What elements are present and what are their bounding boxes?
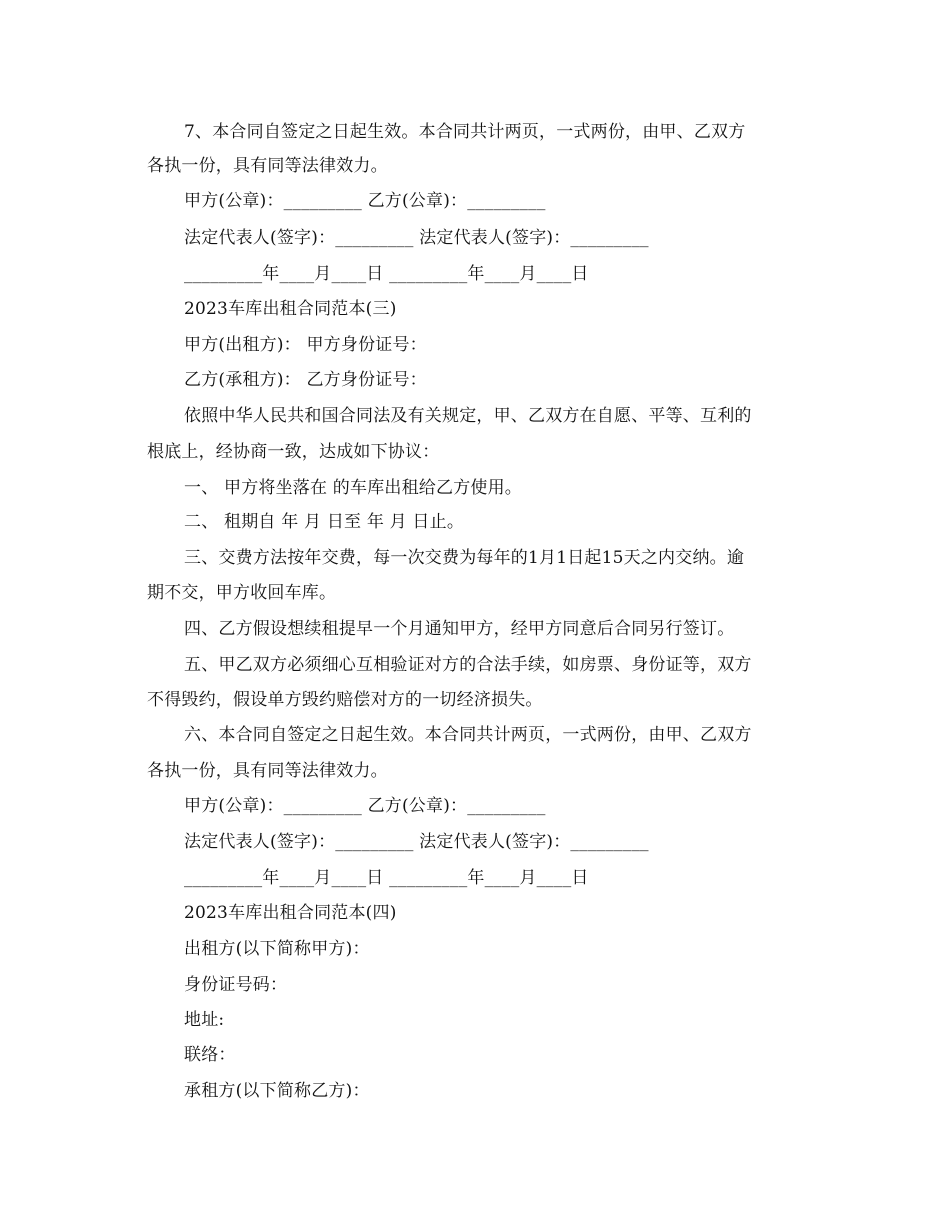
party-line: 甲方(出租方)： 甲方身份证号： [184,335,427,355]
section-title: 2023车库出租合同范本(四) [184,903,397,923]
clause-line: 六、本合同自签定之日起生效。本合同共计两页，一式两份，由甲、乙双方 [184,725,752,745]
section-title: 2023车库出租合同范本(三) [184,299,397,319]
party-line: 承租方(以下简称乙方)： [184,1081,370,1101]
field-line: 地址: [184,1010,225,1030]
clause-line: 五、甲乙双方必须细心互相验证对方的合法手续，如房票、身份证等，双方 [184,655,752,675]
paragraph-line: 7、本合同自签定之日起生效。本合同共计两页，一式两份，由甲、乙双方 [184,122,746,142]
date-line: _________年____月____日 _________年____月____日 [184,868,589,888]
clause-line: 三、交费方法按年交费，每一次交费为每年的1月1日起15天之内交纳。逾 [184,548,745,568]
party-line: 乙方(承租方)： 乙方身份证号： [184,370,427,390]
paragraph-line: 各执一份，具有同等法律效力。 [147,156,388,176]
clause-line: 二、 租期自 年 月 日至 年 月 日止。 [184,512,465,532]
paragraph-line: 依照中华人民共和国合同法及有关规定，甲、乙双方在自愿、平等、互利的 [184,406,752,426]
clause-line: 一、 甲方将坐落在 的车库出租给乙方使用。 [184,478,523,498]
signature-line: 甲方(公章)：_________ 乙方(公章)：_________ [184,796,546,816]
signature-line: 法定代表人(签字)：_________ 法定代表人(签字)：_________ [184,832,649,852]
paragraph-line: 期不交，甲方收回车库。 [147,583,337,603]
field-line: 联络： [184,1045,236,1065]
date-line: _________年____月____日 _________年____月____日 [184,264,589,284]
party-line: 出租方(以下简称甲方)： [184,939,370,959]
field-line: 身份证号码： [184,975,288,995]
paragraph-line: 不得毁约，假设单方毁约赔偿对方的一切经济损失。 [147,690,543,710]
signature-line: 甲方(公章)：_________ 乙方(公章)：_________ [184,191,546,211]
paragraph-line: 根底上，经协商一致，达成如下协议： [147,442,440,462]
paragraph-line: 各执一份，具有同等法律效力。 [147,761,388,781]
signature-line: 法定代表人(签字)：_________ 法定代表人(签字)：_________ [184,228,649,248]
clause-line: 四、乙方假设想续租提早一个月通知甲方，经甲方同意后合同另行签订。 [184,619,735,639]
